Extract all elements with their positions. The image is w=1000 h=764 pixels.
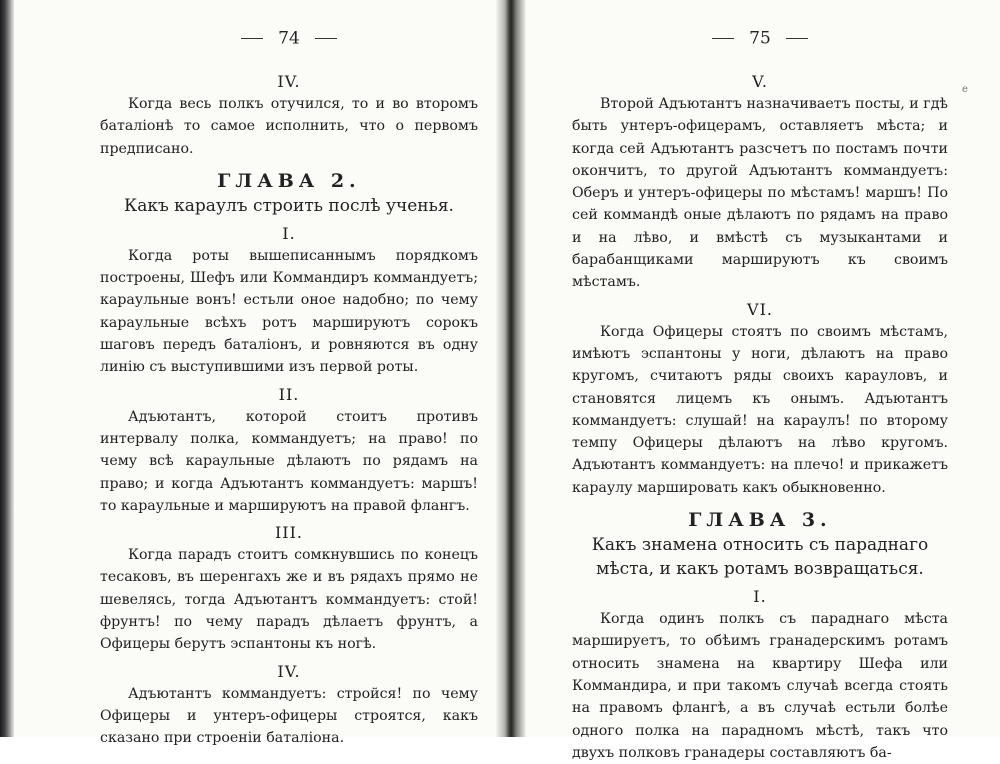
paragraph: Когда роты вышеписаннымъ порядкомъ построены, Шефъ или Коммандиръ коммандуетъ; караульные вонъ! естьли оное надобно; по чему караульные всѣхъ ротъ маршируютъ сорокъ шаговъ передъ баталіонъ, и ровняются въ одну линію съ выступившими изъ первой роты. xyxy=(100,247,478,376)
margin-mark: e xyxy=(962,84,968,95)
paragraph: Когда весь полкъ отучился, то и во второмъ баталіонѣ то самое исполнить, что о первомъ предписано. xyxy=(100,96,478,157)
book-edge-shadow xyxy=(0,0,14,737)
right-page xyxy=(572,28,948,764)
section-number: I. xyxy=(753,587,767,607)
section-number: VI. xyxy=(747,299,773,319)
paragraph: Когда одинъ полкъ съ параднаго мѣста маршируетъ, то обѣимъ гранадерскимъ ротамъ относить знамена на квартиру Шефа или Коммандира, и при такомъ случаѣ всегда стоять на правомъ флангѣ, а въ случаѣ естьли болѣе одного полка на парадномъ мѣстѣ, такъ что двухъ полковъ гранадеры составляютъ ба- xyxy=(572,611,948,761)
paragraph: Адъютантъ, которой стоитъ противъ интервалу полка, коммандуетъ; на право! по чему всѣ караульные дѣлаютъ по рядамъ на право; и когда Адъютантъ коммандуетъ: маршъ! то караульные и маршируютъ на правой флангъ. xyxy=(100,408,478,514)
chapter-title: Какъ караулъ строить послѣ ученья. xyxy=(124,195,454,216)
chapter-heading: ГЛАВА 3. xyxy=(688,509,832,532)
section-number: IV. xyxy=(277,661,301,681)
page-header xyxy=(572,28,948,58)
book-gutter xyxy=(496,0,526,737)
chapter-title: Какъ знамена относить съ параднаго мѣста, и какъ ротамъ возвращаться. xyxy=(591,535,929,580)
section-number: IV. xyxy=(277,72,301,91)
section-number: I. xyxy=(282,223,296,243)
section-number: V. xyxy=(752,72,768,91)
section-number: III. xyxy=(274,523,304,543)
page-body xyxy=(100,72,478,750)
page-number: 75 xyxy=(749,28,771,49)
paragraph: Адъютантъ коммандуетъ: стройся! по чему Офицеры и унтеръ-офицеры строятся, какъ сказано при строеніи баталіона. xyxy=(100,685,478,747)
page-number: 74 xyxy=(278,28,300,49)
page-header xyxy=(100,28,478,58)
page-body xyxy=(572,72,948,764)
section-number: II. xyxy=(278,384,300,404)
chapter-heading: ГЛАВА 2. xyxy=(217,169,361,192)
paragraph: Когда Офицеры стоятъ по своимъ мѣстамъ, имѣютъ эспантоны у ноги, дѣлаютъ на право кругомъ, считаютъ ряды своихъ карауловъ, и становятся лицемъ къ онымъ. Адъютантъ коммандуетъ: слушай! на караулъ! по второму темпу Офицеры дѣлаютъ на лѣво кругомъ. Адъютантъ коммандуетъ: на плечо! и прикажетъ караулу маршировать какъ обыкновенно. xyxy=(572,323,948,496)
left-page xyxy=(100,28,478,750)
paragraph: Когда парадъ стоитъ сомкнувшись по конецъ тесаковъ, въ шеренгахъ же и въ рядахъ прямо не шевелясь, тогда Адъютантъ коммандуетъ: стой! фрунтъ! по чему парадъ дѣлаетъ фрунтъ, а Офицеры берутъ эспантоны къ ногѣ. xyxy=(100,547,478,653)
paragraph: Второй Адъютантъ назначиваетъ посты, и гдѣ быть унтеръ-офицерамъ, оставляетъ мѣста; и когда сей Адъютантъ разсчетъ по постамъ почти окончитъ, то другой Адъютантъ коммандуетъ: Оберъ и унтеръ-офицеры по мѣстамъ! маршъ! По сей коммандѣ оные дѣлаютъ по рядамъ на право и на лѣво, и вмѣстѣ съ музыкантами и барабанщиками маршируютъ къ своимъ мѣстамъ. xyxy=(572,96,948,291)
